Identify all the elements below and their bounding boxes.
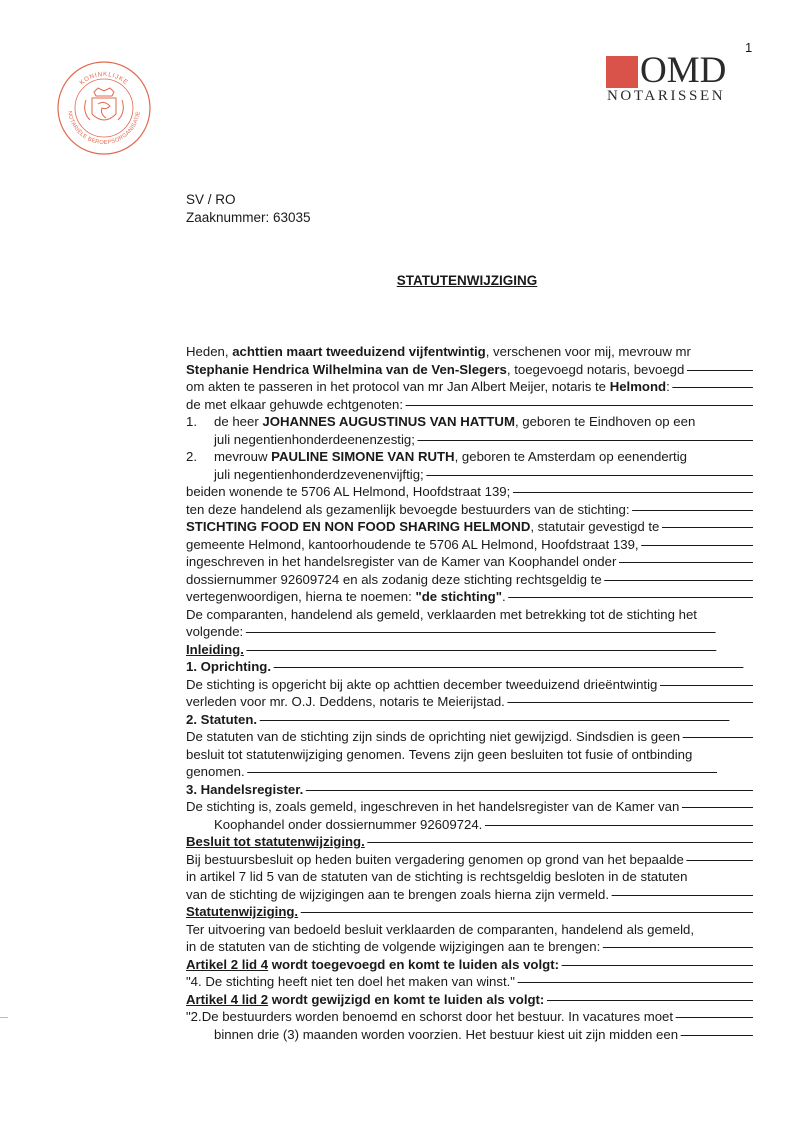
text-line: "2. De bestuurders worden benoemd en schorst door het bestuur. In vacatures moet - - -	[186, 1008, 753, 1026]
document-title: STATUTENWIJZIGING	[396, 273, 538, 288]
text-line: vertegenwoordigen, hierna te noemen: "de stichting". - - -	[186, 588, 753, 606]
section-heading-statuten: 2. Statuten. - - -	[186, 711, 753, 729]
seal-top-text: KONINKLIJKE	[78, 70, 130, 87]
page-number: 1	[745, 40, 753, 55]
text-line: genomen. - - -	[186, 763, 753, 781]
text-line: gemeente Helmond, kantoorhoudende te 5706 AL Helmond, Hoofdstraat 139, - - -	[186, 536, 753, 554]
text-line: om akten te passeren in het protocol van mr Jan Albert Meijer, notaris te Helmond: - - -	[186, 378, 753, 396]
scan-mark	[0, 1017, 8, 1018]
text-line: van de stichting de wijzigingen aan te brengen zoals hierna zijn vermeld. - - -	[186, 886, 753, 904]
text-line: Heden, achttien maart tweeduizend vijfentwintig, verschenen voor mij, mevrouw mr	[186, 344, 691, 359]
logo-subtitle: NOTARISSEN	[607, 88, 726, 104]
section-heading-inleiding: Inleiding. - - -	[186, 641, 753, 659]
section-heading-handelsregister: 3. Handelsregister. - - -	[186, 781, 753, 799]
notarial-seal	[56, 60, 152, 156]
text-line: Koophandel onder dossiernummer 92609724. - - -	[186, 816, 753, 834]
text-line: Bij bestuursbesluit op heden buiten vergadering genomen op grond van het bepaalde - - -	[186, 851, 753, 869]
text-line: beiden wonende te 5706 AL Helmond, Hoofdstraat 139; - - -	[186, 483, 753, 501]
text-line: Stephanie Hendrica Wilhelmina van de Ven-Slegers, toegevoegd notaris, bevoegd - - -	[186, 361, 753, 379]
text-line: in artikel 7 lid 5 van de statuten van de stichting is rechtsgeldig besloten in de statuten	[186, 869, 688, 884]
section-heading-statutenwijziging: Statutenwijziging. - - -	[186, 903, 753, 921]
text-line: volgende: - - -	[186, 623, 753, 641]
logo-brand: OMD	[640, 50, 727, 91]
text-line: ten deze handelend als gezamenlijk bevoegde bestuurders van de stichting: - - -	[186, 501, 753, 519]
text-line: de met elkaar gehuwde echtgenoten: - - -	[186, 396, 753, 414]
text-line: juli negentienhonderdeenenzestig; - - -	[186, 431, 753, 449]
text-line: dossiernummer 92609724 en als zodanig deze stichting rechtsgeldig te - - -	[186, 571, 753, 589]
omd-logo	[606, 52, 756, 112]
coat-of-arms-icon	[85, 88, 124, 120]
text-line: ingeschreven in het handelsregister van de Kamer van Koophandel onder - - -	[186, 553, 753, 571]
text-line: STICHTING FOOD EN NON FOOD SHARING HELMOND, statutair gevestigd te - - -	[186, 518, 753, 536]
text-line: Ter uitvoering van bedoeld besluit verklaarden de comparanten, handelend als gemeld,	[186, 921, 695, 937]
party-1: 1. de heer JOHANNES AUGUSTINUS VAN HATTUM, geboren te Eindhoven op een	[186, 414, 696, 429]
section-heading-oprichting: 1. Oprichting. - - -	[186, 658, 753, 676]
text-line: "4. De stichting heeft niet ten doel het maken van winst." - - -	[186, 973, 753, 991]
section-heading-besluit: Besluit tot statutenwijziging. - - -	[186, 833, 753, 851]
text-line: verleden voor mr. O.J. Deddens, notaris te Meierijstad. - - -	[186, 693, 753, 711]
amendment-artikel-4: Artikel 4 lid 2 wordt gewijzigd en komt te luiden als volgt: - - -	[186, 991, 753, 1009]
text-line: De stichting is opgericht bij akte op achttien december tweeduizend drieëntwintig - - -	[186, 676, 753, 694]
text-line: binnen drie (3) maanden worden voorzien. Het bestuur kiest uit zijn midden een - - -	[186, 1026, 753, 1044]
text-line: juli negentienhonderdzevenenvijftig; - - -	[186, 466, 753, 484]
case-number: Zaaknummer: 63035	[186, 210, 311, 225]
deed-body	[186, 343, 753, 1043]
text-line: De statuten van de stichting zijn sinds de oprichting niet gewijzigd. Sindsdien is geen - - -	[186, 728, 753, 746]
logo-square-icon	[606, 56, 638, 88]
reference-block	[186, 191, 311, 227]
text-line: besluit tot statutenwijziging genomen. Tevens zijn geen besluiten tot fusie of ontbinding	[186, 746, 693, 762]
text-line: De comparanten, handelend als gemeld, verklaarden met betrekking tot de stichting het	[186, 606, 697, 622]
text-line: in de statuten van de stichting de volgende wijzigingen aan te brengen: - - -	[186, 938, 753, 956]
amendment-artikel-2: Artikel 2 lid 4 wordt toegevoegd en komt te luiden als volgt: - - -	[186, 956, 753, 974]
reference-initials: SV / RO	[186, 192, 236, 207]
party-2: 2. mevrouw PAULINE SIMONE VAN RUTH, geboren te Amsterdam op eenendertig	[186, 449, 687, 464]
text-line: De stichting is, zoals gemeld, ingeschreven in het handelsregister van de Kamer van - - -	[186, 798, 753, 816]
seal-bottom-text: NOTARIËLE BEROEPSORGANISATIE	[66, 110, 142, 147]
